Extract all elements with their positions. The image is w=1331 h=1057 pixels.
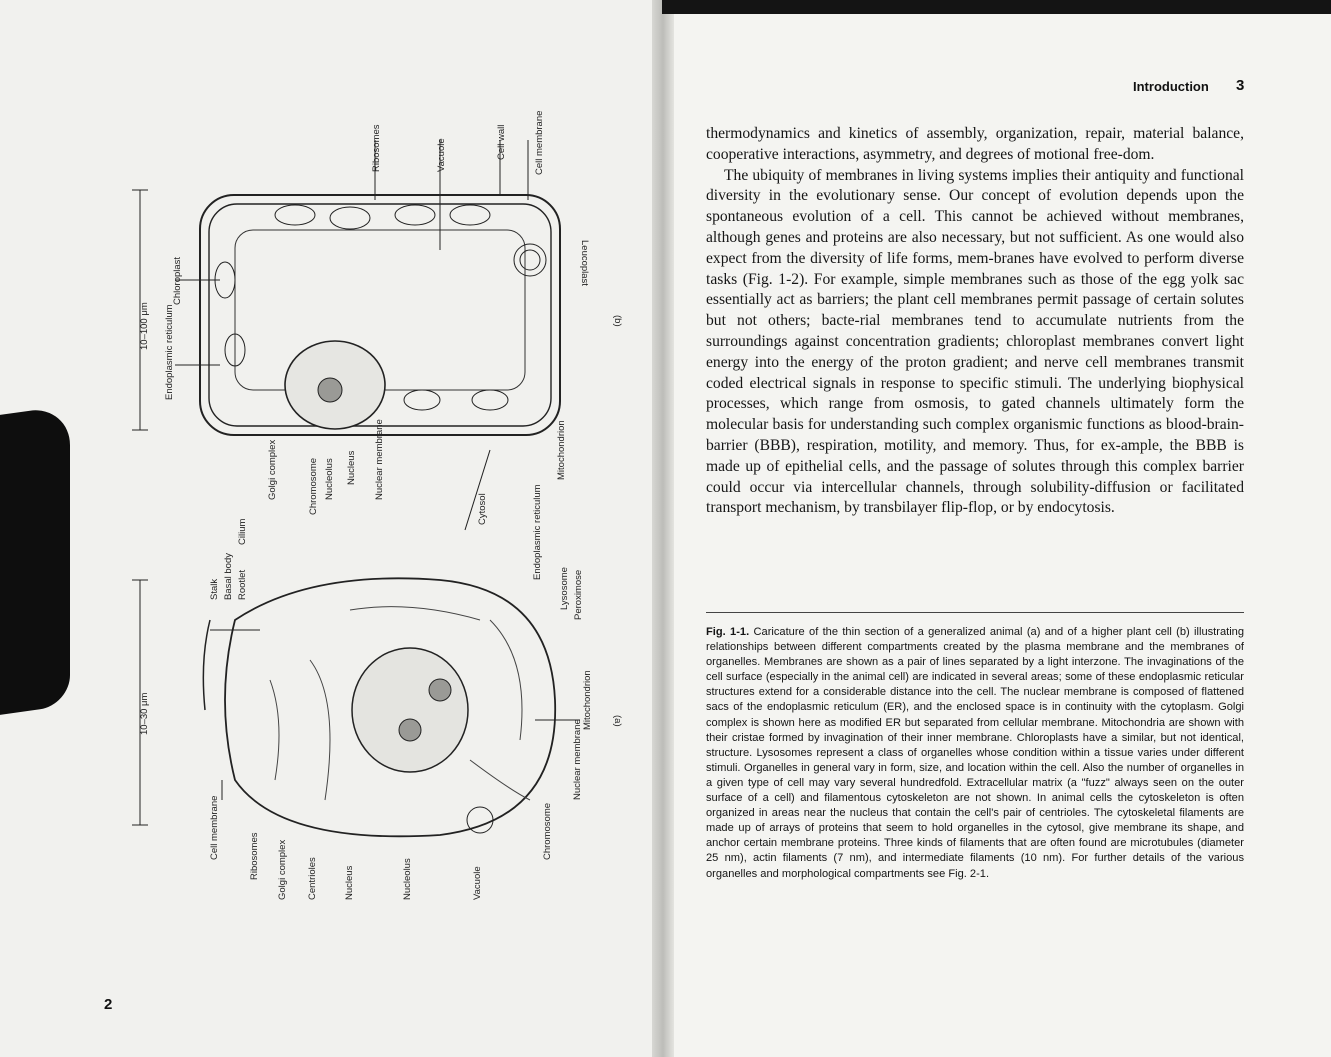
paragraph: The ubiquity of membranes in living systems implies their antiquity and functional diversity in the evolutionary sense. Our concept of evolution depends upon the spontaneous evolution of a cell. This cannot be achieved without membranes, although genes and proteins are also necessary, but not sufficient. As one would also expect from the diversity of life forms, mem-branes have evolved to perform diverse tasks (Fig. 1-2). For example, simple membranes such as those of the egg yolk sac essentially act as barriers; the plant cell membranes permit passage of certain solutes but not others; bacte-rial membranes tend to accumulate nutrients from the surroundings against concentration gradients; chloroplast membranes convert light energy into the energy of the proton gradient; and nerve cell membranes transmit coded electrical signals in response to specific stimuli. The underlying biophysical processes, which range from osmosis, to gated channels ultimately form the molecular basis for understanding such complex organismic functions as blood-brain-barrier (BBB), respiration, motility, and memory. Thus, for ex-ample, the BBB is made up of epithelial cells, and the passage of solutes through this complex barrier could occur via intercellular channels, through solubility-diffusion or facilitated transport mechanism, by transbilayer flip-flop, or by endocytosis. (706, 166, 1244, 517)
label-chromosome-a: Chromosome (542, 802, 553, 860)
label-nucleus-a: Nucleus (344, 865, 355, 900)
right-page-number: 3 (1236, 77, 1245, 94)
label-centrioles: Centrioles (307, 857, 318, 900)
thumb-shadow (0, 405, 70, 715)
label-nucleus-b: Nucleus (346, 450, 357, 485)
paragraph: thermodynamics and kinetics of assembly, organization, repair, material balance, cooperative interactions, asymmetry, and degrees of motional free-dom. (706, 125, 1244, 163)
figure-caption (706, 625, 1244, 882)
label-basal-body: Basal body (223, 552, 234, 600)
body-text (706, 124, 1244, 519)
panel-a-label: (a) (612, 715, 623, 727)
label-nucleolus-b: Nucleolus (324, 458, 335, 500)
panel-b-scale-label: 10–100 μm (139, 302, 150, 350)
caption-rule (706, 612, 1244, 613)
label-nucleolus-a: Nucleolus (402, 858, 413, 900)
label-er-a: Endoplasmic reticulum (532, 484, 543, 580)
animal-cell-diagram (132, 578, 580, 836)
label-cell-membrane-b: Cell membrane (534, 110, 545, 175)
label-mitochondrion-a: Mitochondrion (582, 670, 593, 730)
label-ribosomes-a: Ribosomes (249, 832, 260, 880)
label-cell-wall: Cell wall (496, 124, 507, 160)
background-edge (662, 0, 1331, 14)
label-lysosome: Lysosome (559, 567, 570, 610)
label-stalk: Stalk (209, 578, 220, 600)
label-golgi-a: Golgi complex (277, 839, 288, 900)
caption-label: Fig. 1-1. (706, 626, 750, 638)
running-head: Introduction (1133, 79, 1209, 94)
label-cilium: Cilium (237, 518, 248, 545)
label-vacuole-a: Vacuole (472, 866, 483, 900)
label-nuclear-membrane-a: Nuclear membrane (572, 719, 583, 800)
label-peroximose: Peroximose (573, 569, 584, 620)
label-golgi-b: Golgi complex (267, 439, 278, 500)
book-gutter (652, 0, 674, 1057)
label-chromosome-b: Chromosome (308, 457, 319, 515)
panel-b-label: (b) (612, 315, 623, 327)
label-er-b: Endoplasmic reticulum (164, 304, 175, 400)
label-cytosol: Cytosol (477, 493, 488, 525)
label-chloroplast: Chloroplast (172, 256, 183, 305)
left-page-number: 2 (104, 996, 113, 1013)
label-rootlet: Rootlet (237, 569, 248, 600)
label-mitochondrion-b: Mitochondrion (556, 420, 567, 480)
label-leucoplast: Leucoplast (579, 240, 590, 286)
label-vacuole-b: Vacuole (436, 138, 447, 172)
label-nuclear-membrane-b: Nuclear membrane (374, 419, 385, 500)
label-cell-membrane-a: Cell membrane (209, 795, 220, 860)
panel-a-scale-label: 10–30 μm (139, 692, 150, 735)
label-ribosomes-b: Ribosomes (371, 124, 382, 172)
cell-figure (110, 100, 650, 960)
caption-text: Caricature of the thin section of a generalized animal (a) and of a higher plant cell (b) illustrating relationships between different compartments created by the plasma membrane and the membranes of organelles. Membranes are shown as a pair of lines separated by a light interzone. The invaginations of the cell surface (especially in the animal cell) are indicated in several areas; some of these endoplasmic reticular structures extend for a considerable distance into the cell. The nuclear membrane is composed of flattened sacs of the endoplasmic reticulum (ER), and the enclosed space is in continuity with the cytoplasm. Golgi complex is shown here as modified ER but separated from cellular membrane. Mitochondria are shown with their cristae formed by invagination of their inner membrane. Chloroplasts have a similar, but not identical, structure. Lysosomes represent a class of organelles whose condition within a tissue varies under different stimuli. Organelles in general vary in form, size, and location within the cell. Also the number of organelles in a given type of cell may vary several hundredfold. Extracellular matrix (a "fuzz" always seen on the outer surface of a cell) and filamentous cytoskeleton are not shown. In animal cells the cytoskeleton is often organized in areas near the nucleus that contain the cell's pair of centrioles. The cytoskeletal filaments are made up of arrays of proteins that seem to hold organelles in the cytosol, give membrane its shape, and anchor certain membrane proteins. Three kinds of filaments that are often found are microtubules (diameter 25 nm), actin filaments (7 nm), and intermediate filaments (10 nm). For further details of the various organelles and morphological compartments see Fig. 2-1. (706, 626, 1244, 880)
